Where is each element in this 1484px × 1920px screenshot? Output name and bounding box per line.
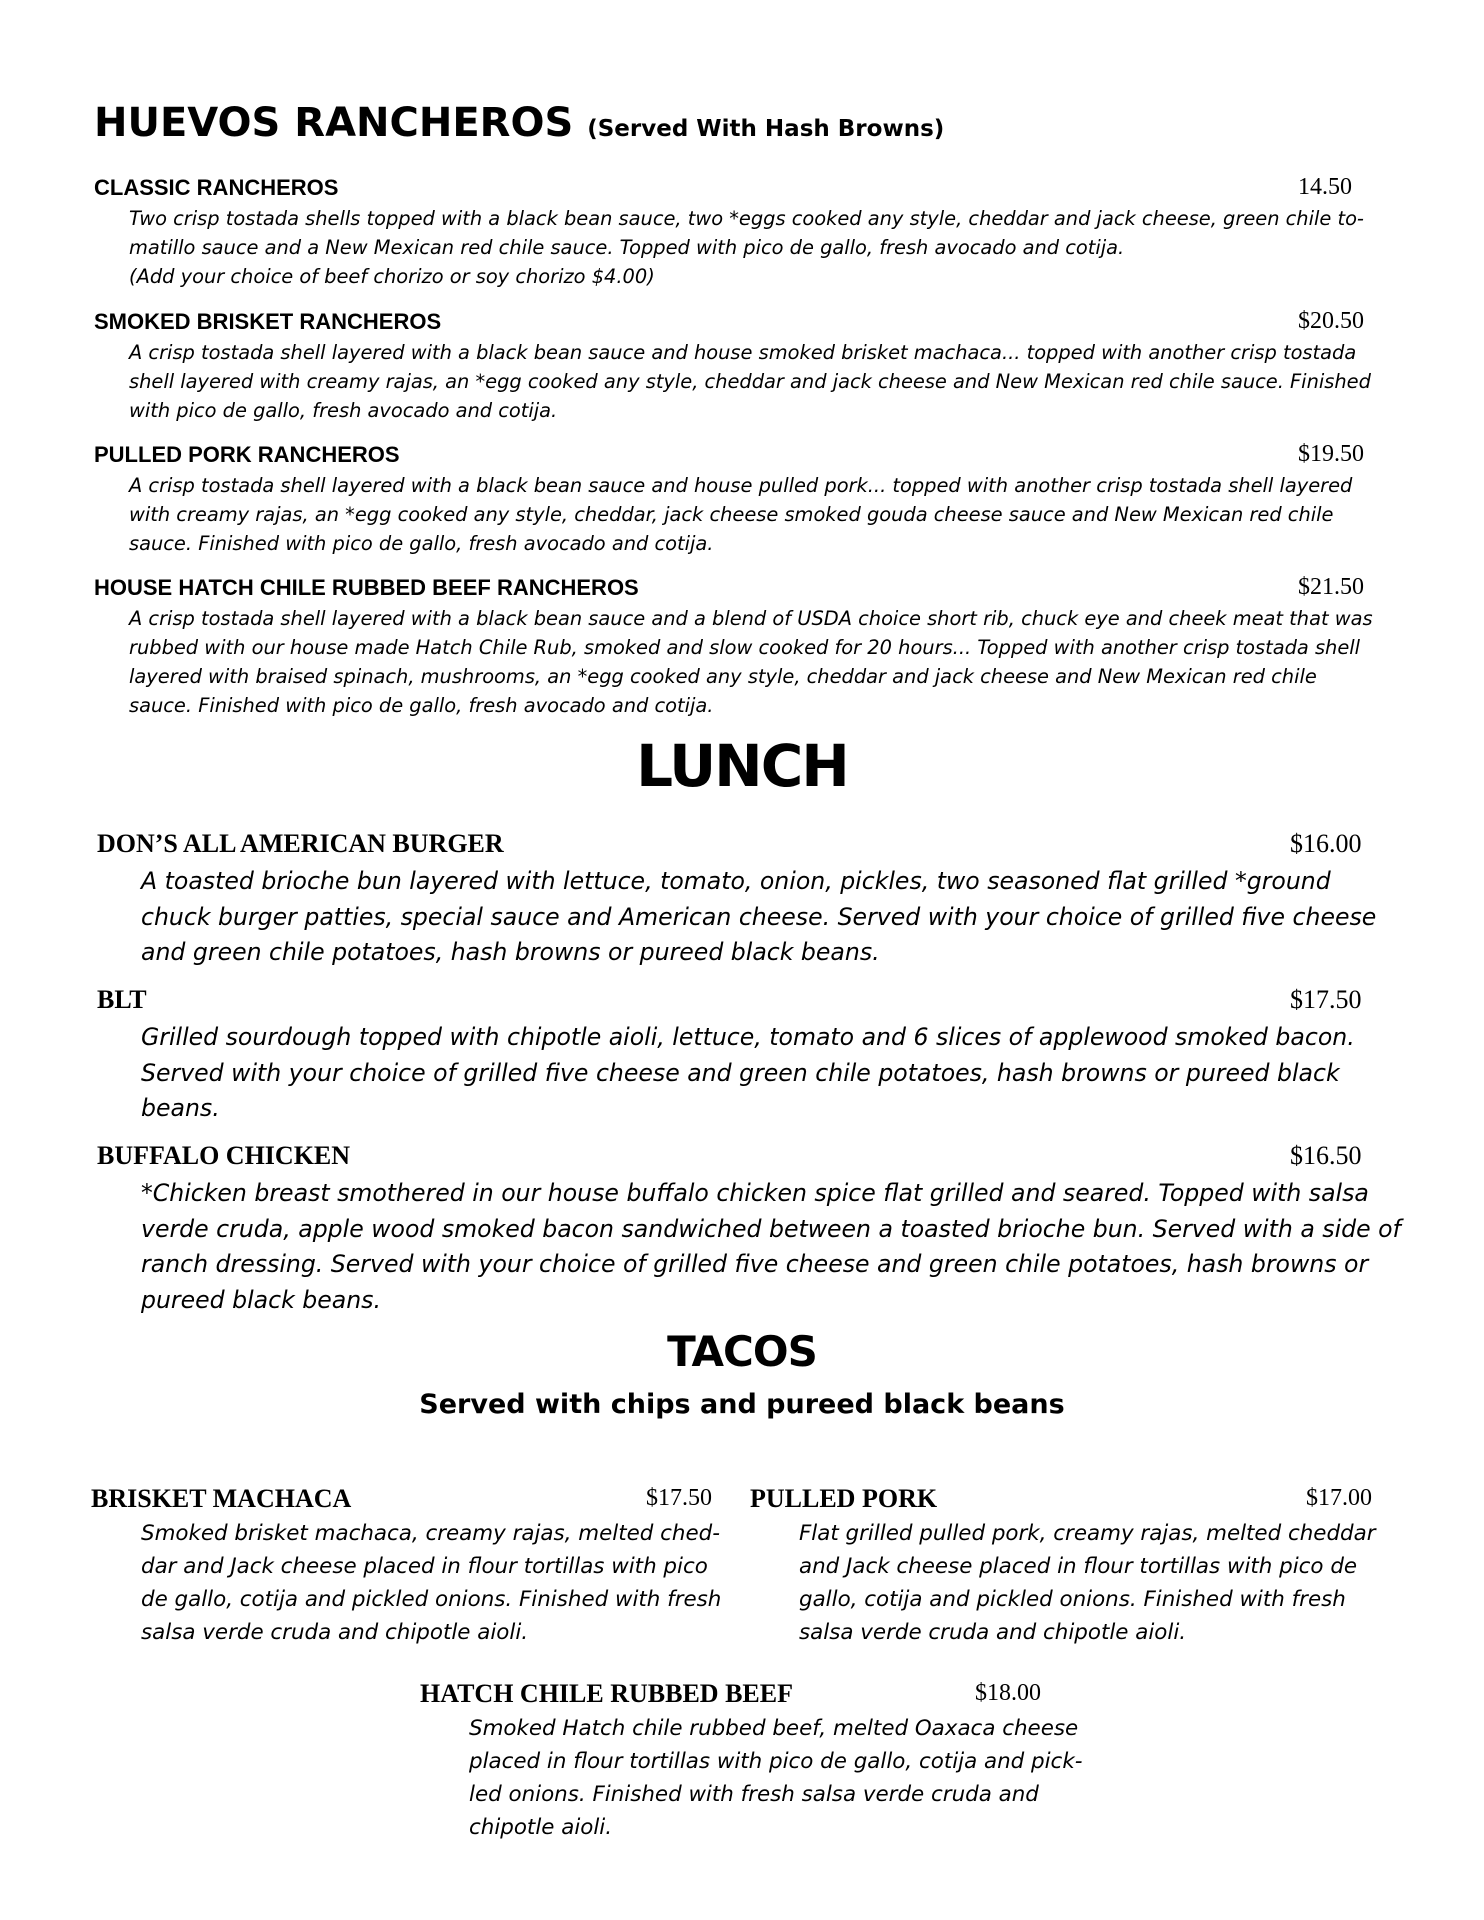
menu-item-description <box>141 1020 1355 1127</box>
menu-item-description <box>129 338 1419 425</box>
description-line: A crisp tostada shell layered with a black bean sauce and house pulled pork... topped with another crisp tostada shell layered <box>129 474 1353 497</box>
description-line: verde cruda, apple wood smoked bacon sandwiched between a toasted brioche bun. Served with a side of <box>141 1214 1401 1243</box>
description-line: A crisp tostada shell layered with a black bean sauce and house smoked brisket machaca... topped with another crisp tostada <box>129 341 1357 364</box>
menu-item-description <box>799 1517 1376 1649</box>
menu-item-price: $16.50 <box>1290 1141 1362 1170</box>
description-line: Grilled sourdough topped with chipotle aioli, lettuce, tomato and 6 slices of applewood smoked bacon. <box>141 1023 1355 1051</box>
description-line: (Add your choice of beef chorizo or soy chorizo $4.00) <box>129 265 655 288</box>
lunch-heading: LUNCH <box>636 732 848 800</box>
menu-item-name: DON’S ALL AMERICAN BURGER <box>97 829 504 858</box>
description-line: with pico de gallo, fresh avocado and cotija. <box>129 399 558 422</box>
menu-item-name: PULLED PORK RANCHEROS <box>94 442 400 467</box>
menu-item-description <box>141 1176 1401 1318</box>
menu-item-description <box>129 204 1419 291</box>
description-line: ranch dressing. Served with your choice of grilled five cheese and green chile potatoes, hash browns or <box>141 1250 1369 1278</box>
menu-item-name: BLT <box>97 985 147 1014</box>
description-line: rubbed with our house made Hatch Chile Rub, smoked and slow cooked for 20 hours... Topped with another crisp tostada shell <box>129 636 1361 659</box>
description-line: Smoked Hatch chile rubbed beef, melted Oaxaca cheese <box>469 1716 1079 1741</box>
description-line: Two crisp tostada shells topped with a black bean sauce, two *eggs cooked any style, cheddar and jack cheese, green chile to- <box>129 207 1364 230</box>
description-line: matillo sauce and a New Mexican red chile sauce. Topped with pico de gallo, fresh avocado and cotija. <box>129 236 1125 259</box>
description-line: Served with your choice of grilled five cheese and green chile potatoes, hash browns or pureed black <box>141 1058 1340 1087</box>
description-line: A toasted brioche bun layered with lettuce, tomato, onion, pickles, two seasoned flat grilled *ground <box>141 867 1331 895</box>
menu-item-name: CLASSIC RANCHEROS <box>94 175 339 200</box>
menu-item-name: HATCH CHILE RUBBED BEEF <box>420 1679 793 1708</box>
tacos-subheading: Served with chips and pureed black beans <box>419 1389 1065 1420</box>
description-line: de gallo, cotija and pickled onions. Finished with fresh <box>141 1587 722 1612</box>
menu-item-name: SMOKED BRISKET RANCHEROS <box>94 309 442 334</box>
menu-item-description <box>141 864 1376 971</box>
menu-item-name: BRISKET MACHACA <box>91 1484 352 1513</box>
description-line: beans. <box>141 1094 220 1122</box>
menu-item-price: $18.00 <box>975 1680 1041 1706</box>
description-line: salsa verde cruda and chipotle aioli. <box>799 1620 1187 1645</box>
description-line: sauce. Finished with pico de gallo, fresh avocado and cotija. <box>129 694 714 717</box>
menu-item-name: HOUSE HATCH CHILE RUBBED BEEF RANCHEROS <box>94 575 639 600</box>
menu-item-price: $17.00 <box>1306 1485 1372 1511</box>
menu-item-description <box>129 604 1419 720</box>
tacos-heading: TACOS <box>667 1327 817 1376</box>
description-line: sauce. Finished with pico de gallo, fresh avocado and cotija. <box>129 532 714 555</box>
menu-item-price: 14.50 <box>1298 174 1352 200</box>
description-line: salsa verde cruda and chipotle aioli. <box>141 1620 529 1645</box>
description-line: shell layered with creamy rajas, an *egg cooked any style, cheddar and jack cheese and New Mexican red chile sauce. Finished <box>129 370 1371 393</box>
description-line: chipotle aioli. <box>469 1815 613 1840</box>
description-line: pureed black beans. <box>141 1285 381 1314</box>
description-line: layered with braised spinach, mushrooms, an *egg cooked any style, cheddar and jack cheese and New Mexican red chile <box>129 665 1317 688</box>
description-line: placed in flour tortillas with pico de gallo, cotija and pick- <box>469 1749 1083 1774</box>
description-line: and green chile potatoes, hash browns or pureed black beans. <box>141 938 880 966</box>
menu-item-price: $17.50 <box>1290 985 1362 1014</box>
menu-item-price: $16.00 <box>1290 829 1362 858</box>
description-line: led onions. Finished with fresh salsa verde cruda and <box>469 1782 1039 1807</box>
huevos-rancheros-heading <box>94 100 944 146</box>
description-line: *Chicken breast smothered in our house buffalo chicken spice flat grilled and seared. Topped with salsa <box>141 1179 1369 1207</box>
menu-item-price: $21.50 <box>1298 574 1364 600</box>
menu-item-price: $19.50 <box>1298 441 1364 467</box>
description-line: dar and Jack cheese placed in flour tortillas with pico <box>141 1554 708 1579</box>
description-line: Flat grilled pulled pork, creamy rajas, melted cheddar <box>799 1521 1376 1546</box>
description-line: A crisp tostada shell layered with a black bean sauce and a blend of USDA choice short rib, chuck eye and cheek meat that was <box>129 607 1373 630</box>
description-line: chuck burger patties, special sauce and American cheese. Served with your choice of grilled five cheese <box>141 902 1377 931</box>
menu-item-price: $20.50 <box>1298 308 1364 334</box>
section-subtitle: (Served With Hash Browns) <box>587 116 945 142</box>
description-line: with creamy rajas, an *egg cooked any style, cheddar, jack cheese smoked gouda cheese sauce and New Mexican red chile <box>129 503 1334 526</box>
section-title: HUEVOS RANCHEROS <box>94 100 574 146</box>
menu-item-price: $17.50 <box>646 1485 712 1511</box>
description-line: Smoked brisket machaca, creamy rajas, melted ched- <box>141 1521 720 1546</box>
menu-item-description <box>469 1712 1082 1844</box>
menu-item-description <box>141 1517 721 1649</box>
description-line: gallo, cotija and pickled onions. Finished with fresh <box>799 1587 1346 1612</box>
menu-item-name: BUFFALO CHICKEN <box>97 1141 351 1170</box>
menu-item-description <box>129 471 1419 558</box>
description-line: and Jack cheese placed in flour tortillas with pico de <box>799 1554 1358 1579</box>
menu-item-name: PULLED PORK <box>750 1484 938 1513</box>
